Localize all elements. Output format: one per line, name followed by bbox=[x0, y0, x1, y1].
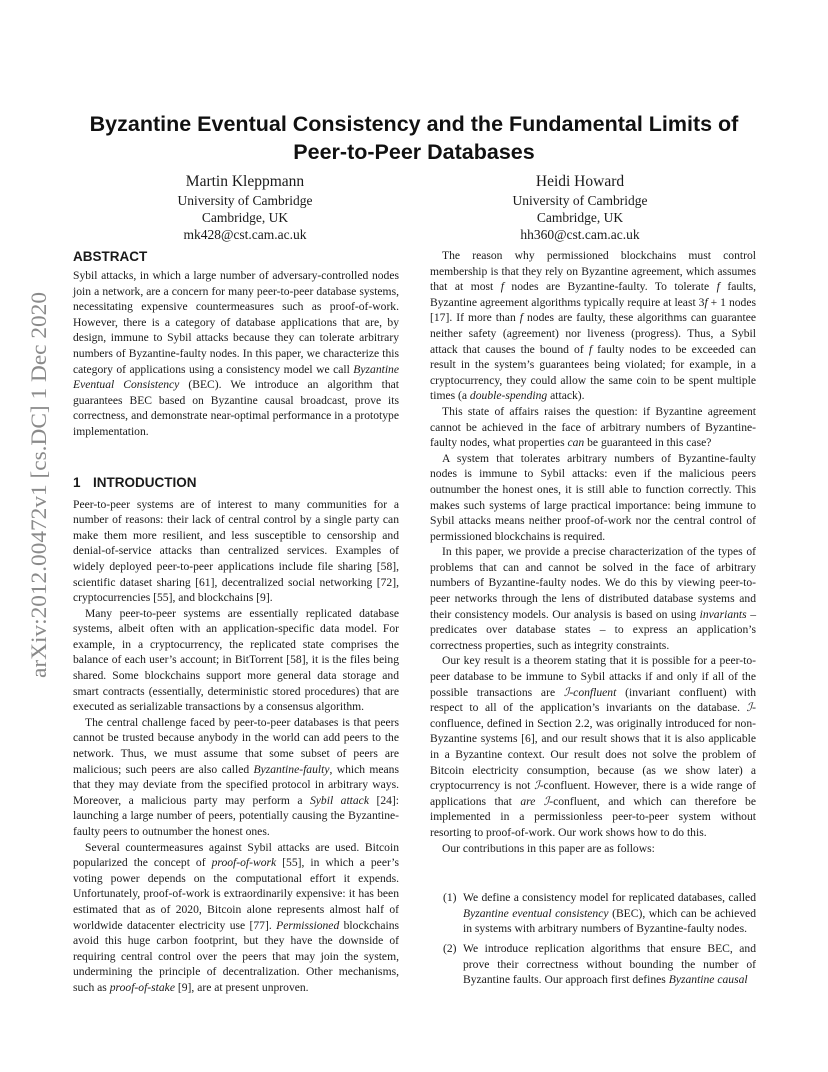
paper-title bbox=[60, 110, 768, 166]
author-name: Heidi Howard bbox=[535, 173, 625, 190]
author-name: Martin Kleppmann bbox=[185, 173, 305, 190]
section-heading-introduction: 1 INTRODUCTION bbox=[73, 474, 197, 490]
author-affiliation: University of Cambridge bbox=[177, 193, 313, 208]
author-location: Cambridge, UK bbox=[201, 210, 289, 225]
author-location: Cambridge, UK bbox=[536, 210, 624, 225]
list-item: (1) We define a consistency model for replicated databases, called Byzantine eventual consistency (BEC), which can be achieved in systems with arbitrary numbers of Byzantine-faulty nodes. bbox=[443, 891, 756, 936]
title-line-1: Byzantine Eventual Consistency and the Fundamental Limits of bbox=[89, 112, 739, 136]
list-item: (2) We introduce replication algorithms that ensure BEC, and prove their correctness without bounding the number of Byzantine faults. Our approach first defines Byzantine causal bbox=[443, 941, 756, 987]
paragraph: Our key result is a theorem stating that it is possible for a peer-to-peer database to be immune to Sybil attacks if and only if all of the possible transactions are ℐ-confluent (invariant confluent) with respect to all of the application’s invariants on the database. ℐ-confluence, defined in Section 2.2, was originally introduced for non-Byzantine systems [6], and our result shows that it is also applicable in a Byzantine context. Our result does not solve the problem of Bitcoin electricity consumption, because (as we show later) a cryptocurrency is not ℐ-confluent. However, there is a wide range of applications that are ℐ-confluent, and which can therefore be implemented in a permissionless peer-to-peer system without resorting to proof-of-work. Our work shows how to do this. bbox=[430, 654, 756, 839]
paragraph: This state of affairs raises the question: if Byzantine agreement cannot be achieved in the face of arbitrary numbers of Byzantine-faulty nodes, what properties can be guaranteed in this case? bbox=[430, 404, 756, 450]
title-line-2: Peer-to-Peer Databases bbox=[293, 140, 535, 164]
left-column bbox=[73, 248, 399, 996]
author-block-1 bbox=[115, 172, 375, 243]
arxiv-identifier: arXiv:2012.00472v1 [cs.DC] 1 Dec 2020 bbox=[26, 313, 51, 678]
abstract-heading: ABSTRACT bbox=[73, 249, 148, 264]
author-affiliation: University of Cambridge bbox=[512, 193, 648, 208]
paragraph: Many peer-to-peer systems are essentially replicated database systems, albeit often with an application-specific data model. For example, in a cryptocurrency, the replicated state comprises the balance of each user’s account; in BitTorrent [58], it is the files being shared. Some blockchains support more general data storage and smart contracts (essentially, deterministic stored procedures) that are executed as serializable transactions by a consensus algorithm. bbox=[73, 606, 399, 714]
paragraph: In this paper, we provide a precise characterization of the types of problems that can and cannot be solved in the face of arbitrary numbers of Byzantine-faulty nodes. We do this by viewing peer-to-peer networks through the lens of distributed database systems and their consistency models. Our analysis is based on using invariants – predicates over database states – to express an application’s correctness properties, such as integrity constraints. bbox=[430, 545, 756, 652]
right-column bbox=[430, 248, 756, 992]
author-email: mk428@cst.cam.ac.uk bbox=[183, 227, 307, 242]
arxiv-sidebar bbox=[20, 290, 56, 680]
paragraph: The reason why permissioned blockchains must control membership is that they rely on Byzantine agreement, which assumes that at most f nodes are Byzantine-faulty. To tolerate f faults, Byzantine agreement algorithms typically require at least 3f + 1 nodes [17]. If more than f nodes are faulty, these algorithms can guarantee neither safety (agreement) nor liveness (progress). Thus, a Sybil attack that causes the bound of f faulty nodes to be exceeded can result in the system’s guarantees being violated; for example, in a cryptocurrency, they could allow the same coin to be spent multiple times (a double-spending attack). bbox=[430, 249, 757, 403]
abstract-text: Sybil attacks, in which a large number of adversary-controlled nodes join a network, are a concern for many peer-to-peer database systems, necessitating expensive countermeasures such as proof-of-work. However, there is a category of database applications that are, by design, immune to Sybil attacks because they can tolerate arbitrary numbers of Byzantine-faulty nodes. In this paper, we characterize this category of applications using a consistency model we call Byzantine Eventual Consistency (BEC). We introduce an algorithm that guarantees BEC based on Byzantine causal broadcast, prove its correctness, and demonstrate near-optimal performance in a prototype implementation. bbox=[73, 269, 400, 438]
contributions-list bbox=[430, 890, 756, 988]
paragraph: Peer-to-peer systems are of interest to many communities for a number of reasons: their lack of central control by a single party can make them more resilient, and less susceptible to censorship and denial-of-service attacks than centralized services. Examples of widely deployed peer-to-peer applications include file sharing [58], scientific dataset sharing [61], decentralized social networking [72], cryptocurrencies [55], and blockchains [9]. bbox=[73, 497, 399, 605]
paragraph: The central challenge faced by peer-to-peer databases is that peers cannot be trusted because anybody in the world can add peers to the network. Thus, we must assume that some subset of peers are malicious; such peers are also called Byzantine-faulty, which means that they may deviate from the specified protocol in arbitrary ways. Moreover, a malicious party may perform a Sybil attack [24]: launching a large number of peers, potentially causing the Byzantine-faulty peers to outnumber the honest ones. bbox=[73, 715, 399, 838]
paragraph: Several countermeasures against Sybil attacks are used. Bitcoin popularized the concept of proof-of-work [55], in which a peer’s voting power depends on the computational effort it expends. Unfortunately, proof-of-work is extraordinarily expensive: it has been estimated that as of 2020, Bitcoin alone represents almost half of worldwide datacenter electricity use [77]. Permissioned blockchains avoid this huge carbon footprint, but they have the downside of requiring central control over the peers that may join the system, undermining the principle of decentralization. Other mechanisms, such as proof-of-stake [9], are at present unproven. bbox=[73, 840, 400, 994]
paragraph: A system that tolerates arbitrary numbers of Byzantine-faulty nodes is immune to Sybil attacks: even if the malicious peers outnumber the honest ones, it is still able to function correctly. This makes such systems of large practical importance: being immune to Sybil attacks means neither proof-of-work nor the central control of permissioned blockchains is required. bbox=[430, 451, 756, 543]
author-block-2 bbox=[450, 172, 710, 243]
paragraph: Our contributions in this paper are as follows: bbox=[442, 841, 655, 855]
author-email: hh360@cst.cam.ac.uk bbox=[520, 227, 640, 242]
